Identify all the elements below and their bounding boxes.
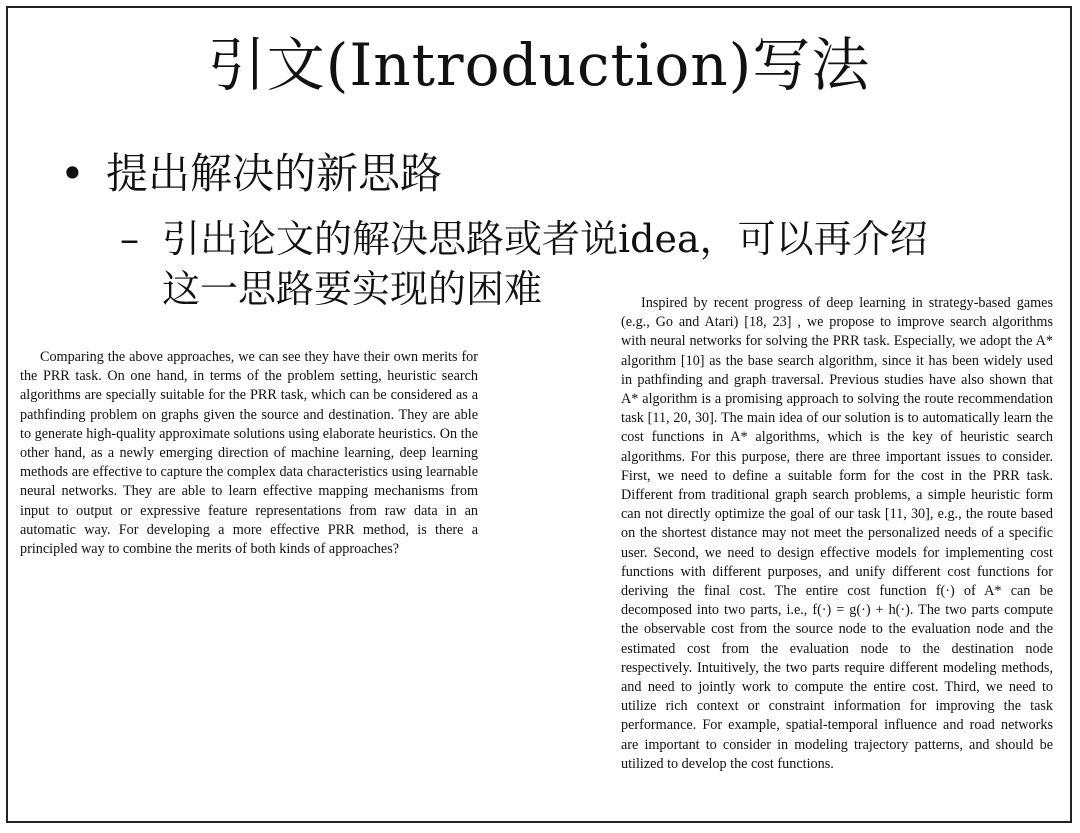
bullet-dot: • [60, 149, 85, 198]
paper-excerpt-left: Comparing the above approaches, we can see they have their own merits for the PRR task. On one hand, in terms of the problem setting, heuristic search algorithms are specially suitable for the PRR task, which can be considered as a pathfinding problem on graphs given the source and destination. They are able to generate high-quality approximate solutions using elaborate heuristics. On the other hand, as a newly emerging direction of machine learning, deep learning methods are effective to capture the complex data characteristics using learnable neural networks. They are able to learn effective mapping mechanisms from input to output or expressive feature representations from raw data in an automatic way. For developing a more effective PRR method, is there a principled way to combine the merits of both kinds of approaches? [20, 349, 478, 558]
slide-title: 引文(Introduction)写法 [207, 31, 871, 99]
bullet-level1-text: 提出解决的新思路 [106, 149, 443, 198]
slide [6, 6, 1072, 823]
bullet-level2-line1: 引出论文的解决思路或者说idea，可以再介绍 [162, 217, 928, 261]
paper-excerpt-right: Inspired by recent progress of deep learning in strategy-based games (e.g., Go and Atari) [18, 23] , we propose to improve search algorithms with neural networks for solving the PRR task. Especially, we adopt the A* algorithm [10] as the base search algorithm, since it has been widely used in pathfinding and graph traversal. Previous studies have also shown that A* algorithm is a promising approach to solving the route recommendation task [11, 20, 30]. The main idea of our solution is to automatically learn the cost functions in A* algorithms, which is the key of heuristic search algorithms. For this purpose, there are three important issues to consider. First, we need to define a suitable form for the cost in the PRR task. Different from traditional graph search problems, a simple heuristic form can not directly optimize the goal of our task [11, 30], e.g., the route based on the shortest distance may not meet the personalized needs of a specific user. Second, we need to design effective models for implementing cost functions with different purposes, and unify different cost functions for deriving the final cost. The entire cost function f(·) of A* can be decomposed into two parts, i.e., f(·) = g(·) + h(·). The two parts compute the observable cost from the source node to the evaluation node and the estimated cost from the evaluation node to the destination node respectively. Intuitively, the two parts require different modeling methods, and need to jointly work to compute the entire cost. Third, we need to utilize rich context or constraint information for improving the task performance. For example, spatial-temporal influence and road networks are important to consider in modeling trajectory patterns, and should be utilized to develop the cost functions. [621, 295, 1053, 772]
bullet-dash: – [120, 217, 139, 261]
bullet-level2-line2: 这一思路要实现的困难 [162, 267, 543, 311]
bullet-level1 [60, 148, 442, 200]
